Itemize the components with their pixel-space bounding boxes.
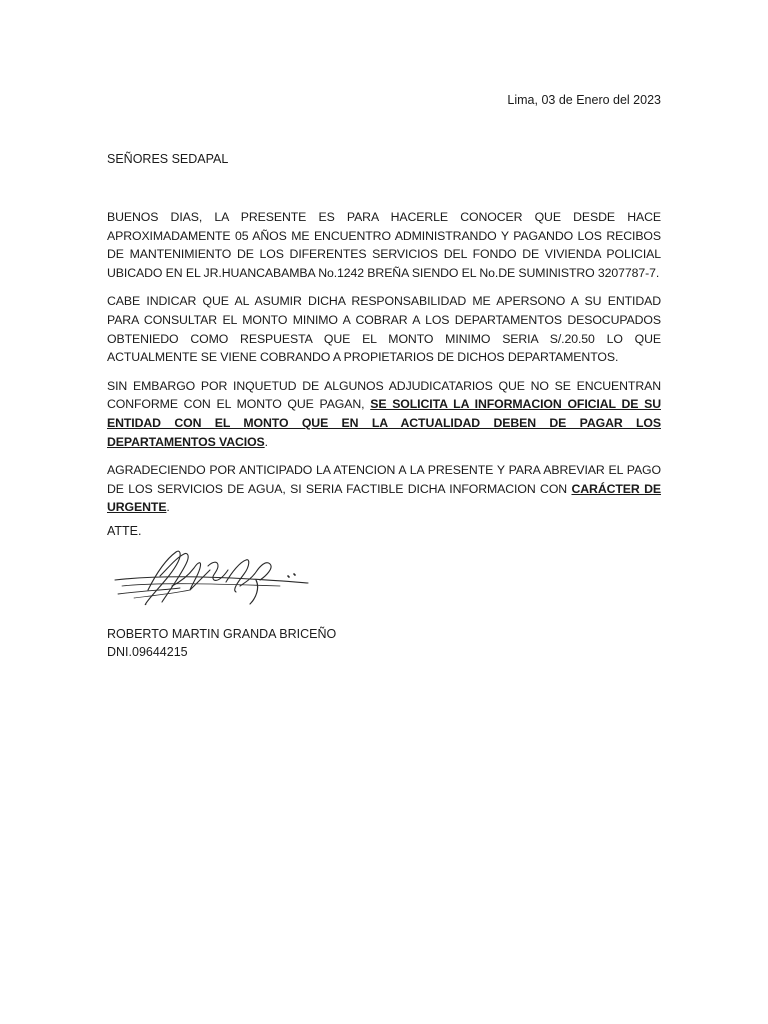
paragraph-introduction: BUENOS DIAS, LA PRESENTE ES PARA HACERLE CONOCER QUE DESDE HACE APROXIMADAMENTE 05 AÑOS ME ENCUENTRO ADMINISTRANDO Y PAGANDO LOS RECIBOS DE MANTENIMIENTO DE LOS DIFERENTES SERVICIOS DEL FONDO DE VIVIENDA POLICIAL UBICADO EN EL JR.HUANCABAMBA No.1242 BREÑA SIENDO EL No.DE SUMINISTRO 3207787-7. [107,210,661,280]
paragraph-request-end: . [264,434,268,449]
letter-date: Lima, 03 de Enero del 2023 [507,93,661,107]
paragraph-urgency-start: AGRADECIENDO POR ANTICIPADO LA ATENCION A LA PRESENTE Y PARA ABREVIAR EL PAGO DE LOS SERVICIOS DE AGUA, SI SERIA FACTIBLE DICHA INFORMACION CON [107,463,661,496]
signer-id: DNI.09644215 [107,645,188,659]
letter-body [107,208,661,527]
paragraph-urgency-end: . [166,500,170,515]
paragraph-request-emphasis: SE SOLICITA LA INFORMACION OFICIAL DE SU ENTIDAD CON EL MONTO QUE EN LA ACTUALIDAD DEBEN DE PAGAR LOS DEPARTAMENTOS VACIOS [107,397,661,449]
signer-block [107,625,336,661]
paragraph-urgency [107,461,661,517]
paragraph-urgency-emphasis: CARÁCTER DE URGENTE [107,481,661,515]
paragraph-request-start: SIN EMBARGO POR INQUETUD DE ALGUNOS ADJUDICATARIOS QUE NO SE ENCUENTRAN CONFORME CON EL MONTO QUE PAGAN, [107,378,661,412]
letter-addressee: SEÑORES SEDAPAL [107,152,229,166]
letter-closing: ATTE. [107,524,142,538]
paragraph-background: CABE INDICAR QUE AL ASUMIR DICHA RESPONSABILIDAD ME APERSONO A SU ENTIDAD PARA CONSULTAR EL MONTO MINIMO A COBRAR A LOS DEPARTAMENTOS DESOCUPADOS OBTENIEDO COMO RESPUESTA QUE EL MONTO MINIMO SERIA S/.20.50 LO QUE ACTUALMENTE SE VIENE COBRANDO A PROPIETARIOS DE DICHOS DEPARTAMENTOS. [107,294,661,365]
paragraph-request [107,377,661,451]
signer-name: ROBERTO MARTIN GRANDA BRICEÑO [107,627,337,641]
handwritten-signature [110,546,315,614]
